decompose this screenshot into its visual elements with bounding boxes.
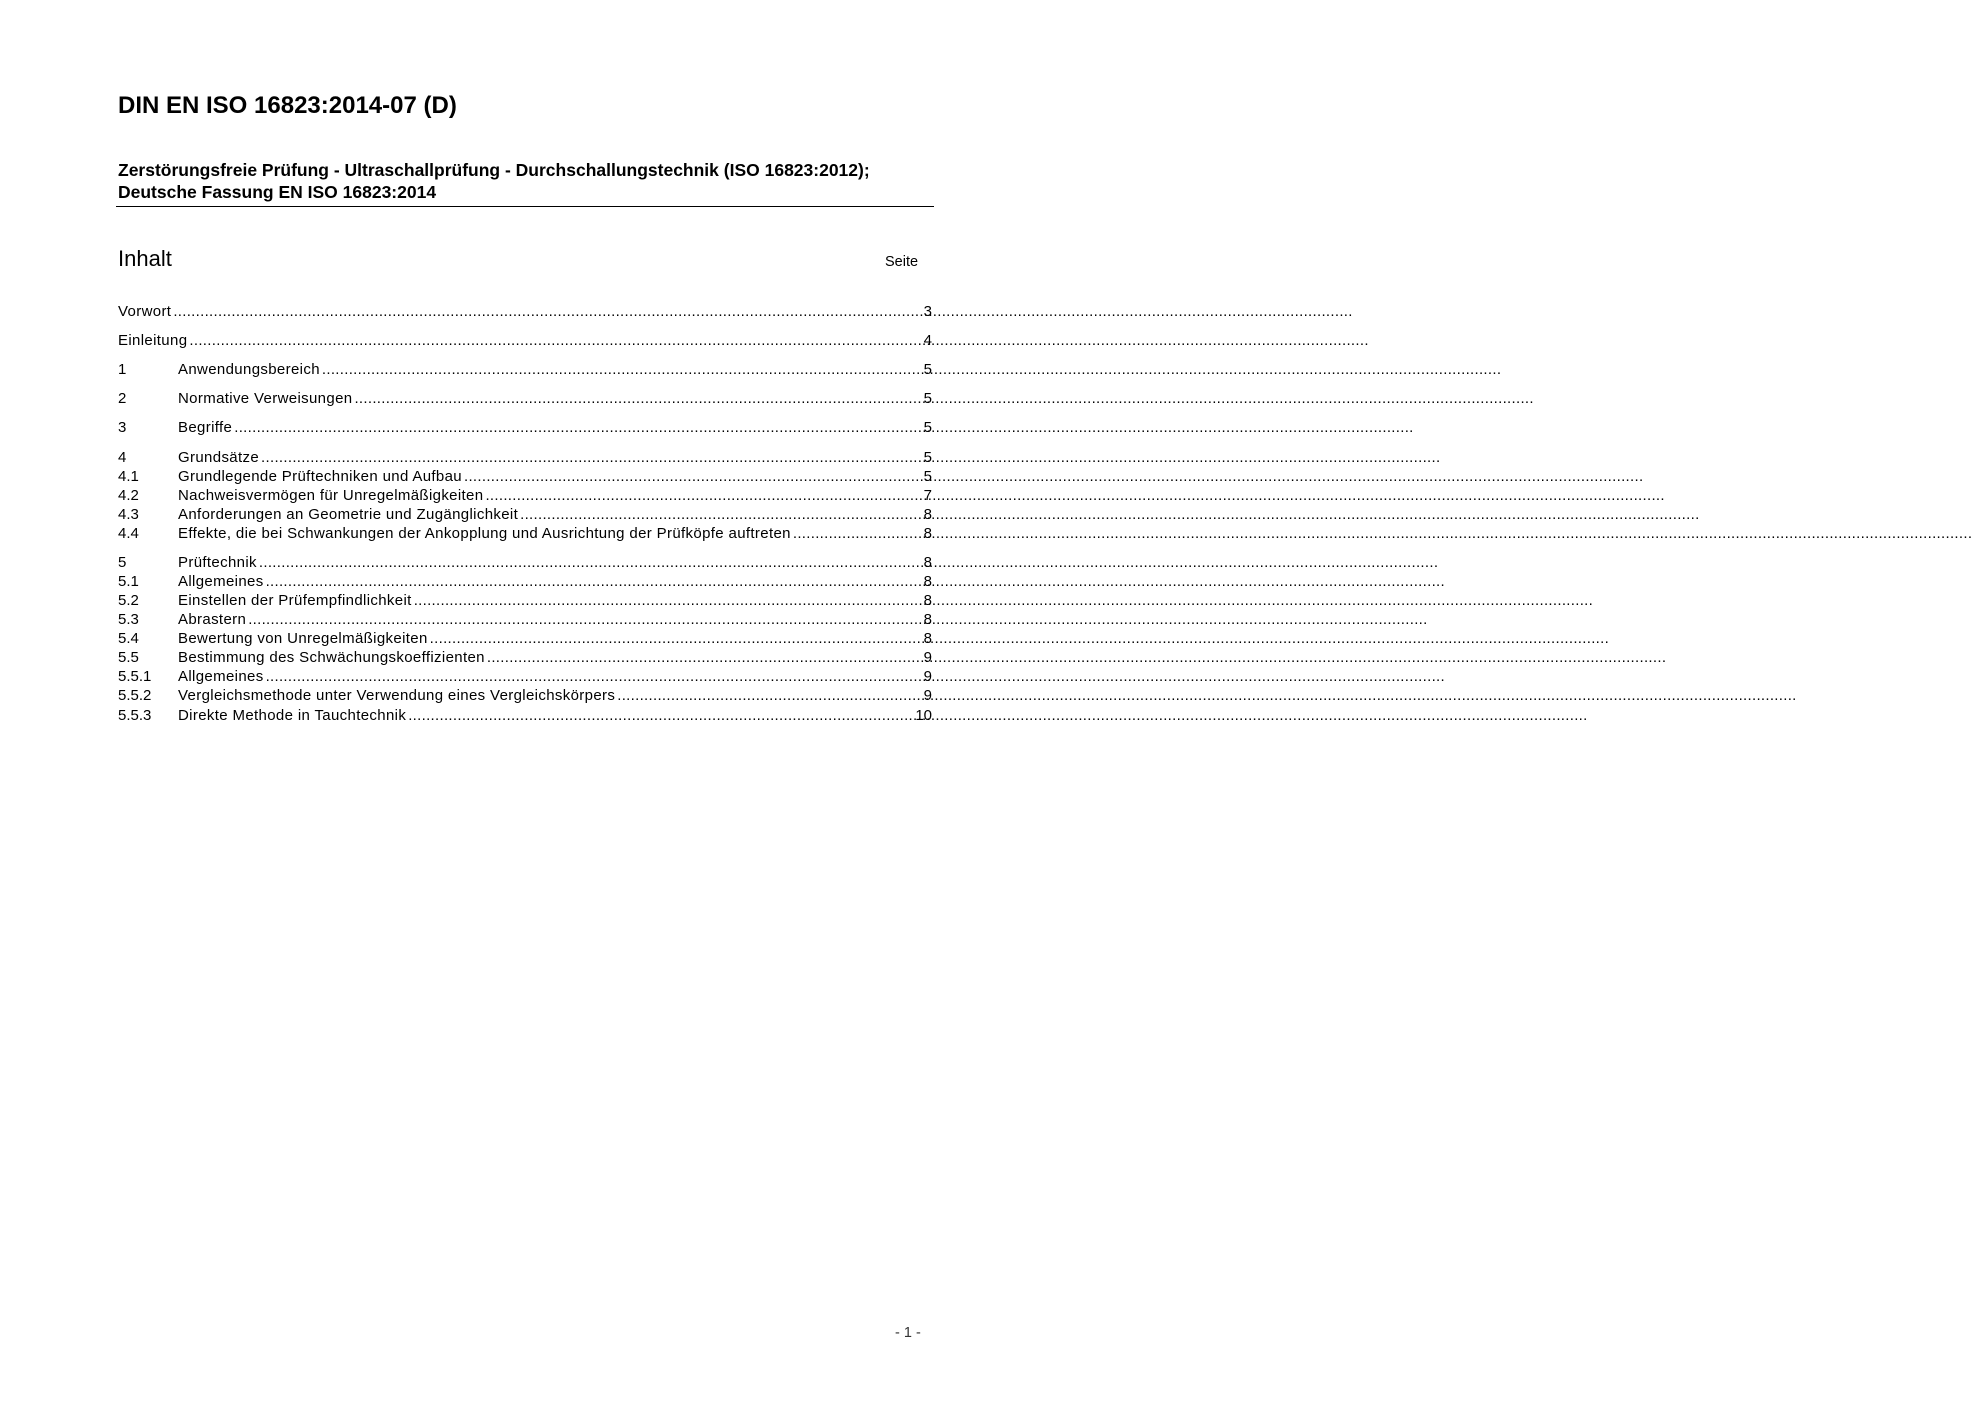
toc-dot-leader	[257, 553, 924, 572]
toc-entry[interactable]	[118, 686, 932, 705]
toc-entry[interactable]	[118, 591, 932, 610]
toc-entry[interactable]	[118, 467, 932, 486]
toc-dot-leader	[462, 467, 924, 486]
toc-entry-number: 5.3	[118, 611, 139, 628]
toc-entry-number: 3	[118, 419, 127, 436]
toc-dot-leader	[264, 667, 924, 686]
toc-entry-page: 7	[923, 487, 932, 504]
toc-entry-number: 5.4	[118, 630, 139, 647]
toc-entry-title: Einstellen der Prüfempfindlichkeit	[178, 592, 412, 609]
toc-entry-number: 4.3	[118, 506, 139, 523]
toc-entry-title: Vergleichsmethode unter Verwendung eines Vergleichskörpers	[178, 687, 616, 704]
toc-dot-leader	[412, 591, 924, 610]
toc-entry[interactable]	[118, 505, 932, 524]
toc-heading: Inhalt	[118, 246, 172, 271]
toc-dot-leader	[352, 389, 923, 408]
toc-entry-number: 5.5	[118, 649, 139, 666]
toc-dot-leader	[232, 418, 923, 437]
toc-entry[interactable]	[118, 706, 932, 725]
toc-entry[interactable]	[118, 302, 932, 321]
toc-entry-number: 5.2	[118, 592, 139, 609]
toc-entry-page: 8	[923, 630, 932, 647]
toc-entry-page: 5	[923, 468, 932, 485]
toc-entry[interactable]	[118, 486, 932, 505]
toc-entry[interactable]	[118, 648, 932, 667]
toc-entry-title: Nachweisvermögen für Unregelmäßigkeiten	[178, 487, 484, 504]
toc-entry-page: 9	[923, 687, 932, 704]
toc-entry[interactable]	[118, 610, 932, 629]
toc-entry-title: Effekte, die bei Schwankungen der Ankopplung und Ausrichtung der Prüfköpfe auftreten	[178, 525, 791, 542]
page-number: - 1 -	[895, 1325, 921, 1341]
toc-entry[interactable]	[118, 360, 932, 379]
toc-entry[interactable]	[118, 572, 932, 591]
document-title: DIN EN ISO 16823:2014-07 (D)	[118, 92, 457, 119]
toc-entry-title: Vorwort	[118, 303, 172, 320]
toc-dot-leader	[264, 572, 924, 591]
toc-entry-title: Anforderungen an Geometrie und Zugänglichkeit	[178, 506, 519, 523]
toc-entry-page: 8	[923, 592, 932, 609]
toc-entry-title: Normative Verweisungen	[178, 390, 353, 407]
toc-entry-page: 9	[923, 649, 932, 666]
title-divider	[116, 206, 934, 207]
toc-entry-title: Allgemeines	[178, 573, 264, 590]
toc-entry-title: Anwendungsbereich	[178, 361, 320, 378]
toc-entry-number: 5.1	[118, 573, 139, 590]
document-subtitle: Zerstörungsfreie Prüfung - Ultraschallprüfung - Durchschallungstechnik (ISO 16823:2012); Deutsche Fassung EN ISO 16823:2014	[118, 160, 870, 202]
toc-entry-number: 1	[118, 361, 127, 378]
toc-entry[interactable]	[118, 448, 932, 467]
toc-dot-leader	[187, 331, 923, 350]
toc-dot-leader	[246, 610, 923, 629]
toc-entry-title: Bestimmung des Schwächungskoeffizienten	[178, 649, 485, 666]
toc-entry[interactable]	[118, 418, 932, 437]
toc-entry-number: 4	[118, 449, 127, 466]
toc-entry-number: 4.4	[118, 525, 139, 542]
toc-entry-number: 4.2	[118, 487, 139, 504]
toc-dot-leader	[615, 686, 923, 705]
toc-dot-leader	[791, 524, 924, 543]
toc-entry-title: Grundlegende Prüftechniken und Aufbau	[178, 468, 462, 485]
toc-dot-leader	[483, 486, 923, 505]
toc-entry-number: 5.5.2	[118, 687, 152, 704]
toc-dot-leader	[485, 648, 924, 667]
toc-entry-page: 5	[923, 390, 932, 407]
toc-entry-page: 8	[923, 506, 932, 523]
toc-entry-page: 8	[923, 611, 932, 628]
toc-entry[interactable]	[118, 629, 932, 648]
toc-dot-leader	[518, 505, 924, 524]
toc-dot-leader	[259, 448, 924, 467]
toc-entry-title: Allgemeines	[178, 668, 264, 685]
toc-entry[interactable]	[118, 389, 932, 408]
toc-entry[interactable]	[118, 553, 932, 572]
toc-entry-number: 5	[118, 554, 127, 571]
toc-entry-page: 8	[923, 525, 932, 542]
toc-entry[interactable]	[118, 667, 932, 686]
toc-entry-title: Bewertung von Unregelmäßigkeiten	[178, 630, 428, 647]
toc-entry-title: Grundsätze	[178, 449, 260, 466]
toc-entry-page: 9	[923, 668, 932, 685]
toc-entry-page: 10	[915, 707, 932, 724]
toc-entry-page: 5	[923, 419, 932, 436]
toc-entry-page: 8	[923, 573, 932, 590]
toc-page-column-label: Seite	[885, 254, 919, 270]
toc-entry-number: 5.5.3	[118, 707, 152, 724]
toc-entry-page: 3	[923, 303, 932, 320]
toc-dot-leader	[406, 706, 915, 725]
toc-dot-leader	[171, 302, 923, 321]
toc-entry-page: 8	[923, 554, 932, 571]
toc-dot-leader	[428, 629, 924, 648]
toc-entry-title: Prüftechnik	[178, 554, 257, 571]
toc-entry[interactable]	[118, 331, 932, 350]
toc-entry-number: 2	[118, 390, 127, 407]
toc-entry-number: 5.5.1	[118, 668, 152, 685]
toc-entry[interactable]	[118, 524, 932, 543]
toc-dot-leader	[320, 360, 924, 379]
toc-entry-number: 4.1	[118, 468, 139, 485]
toc-entry-title: Begriffe	[178, 419, 233, 436]
toc-entry-title: Abrastern	[178, 611, 247, 628]
toc-entry-page: 5	[923, 361, 932, 378]
toc-entry-page: 4	[923, 332, 932, 349]
toc-entry-title: Direkte Methode in Tauchtechnik	[178, 707, 407, 724]
toc-entry-title: Einleitung	[118, 332, 188, 349]
toc-entry-page: 5	[923, 449, 932, 466]
